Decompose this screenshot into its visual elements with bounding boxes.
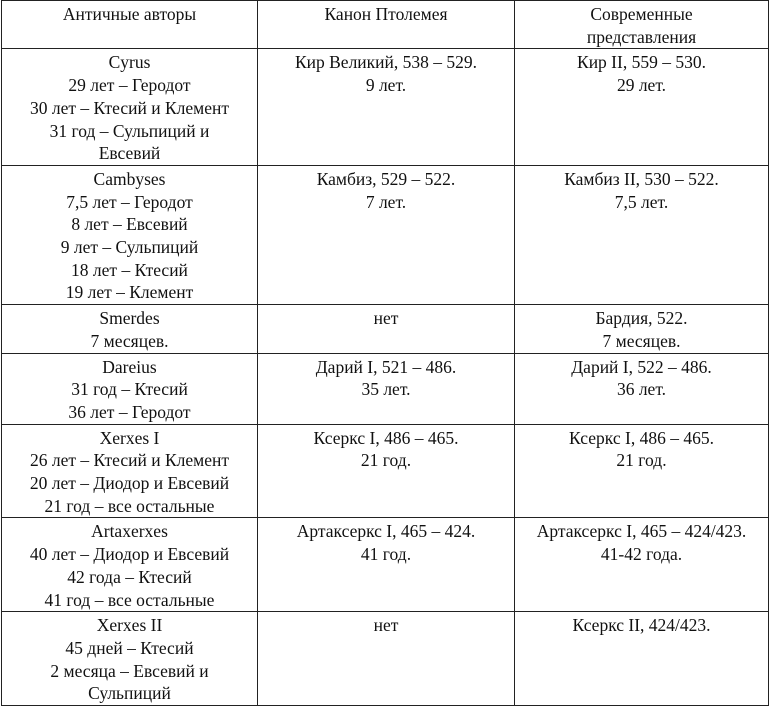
cell-ancient-authors xyxy=(2,424,258,518)
cell-line: Кир Великий, 538 – 529. xyxy=(294,52,478,73)
header-line: Канон Птолемея xyxy=(324,4,448,24)
cell-line: Дарий I, 521 – 486. xyxy=(315,356,457,377)
cell-line: 35 лет. xyxy=(361,379,411,400)
cell-line: 42 года – Ктесий xyxy=(67,566,192,587)
cell-line: Ксеркс I, 486 – 465. xyxy=(313,427,459,448)
header-modern-view xyxy=(515,1,769,49)
cell-line: Артаксеркс I, 465 – 424. xyxy=(296,521,476,542)
cell-line: 7,5 лет – Геродот xyxy=(66,191,193,212)
cell-ancient-authors xyxy=(2,305,258,353)
cell-ancient-authors xyxy=(2,49,258,166)
cell-ptolemy-canon xyxy=(258,165,515,304)
cell-ptolemy-canon xyxy=(258,518,515,612)
cell-line: 7 месяцев. xyxy=(90,330,169,351)
cell-line: 41 год – все остальные xyxy=(44,589,215,610)
cell-ancient-authors xyxy=(2,165,258,304)
table-row xyxy=(2,424,769,518)
cell-ancient-authors xyxy=(2,612,258,706)
cell-line: 19 лет – Клемент xyxy=(65,282,194,303)
cell-line: 9 лет. xyxy=(365,75,407,96)
cell-line: Сульпиций xyxy=(88,683,171,704)
cell-modern-view xyxy=(515,305,769,353)
cell-modern-view xyxy=(515,424,769,518)
header-line: представления xyxy=(586,26,697,47)
cell-line: Дарий I, 522 – 486. xyxy=(571,356,712,377)
cell-modern-view xyxy=(515,353,769,424)
table-row xyxy=(2,165,769,304)
cell-ancient-authors xyxy=(2,518,258,612)
cell-line: 31 год – Сульпиций и xyxy=(49,120,210,141)
cell-line: 20 лет – Диодор и Евсевий xyxy=(29,473,230,494)
reign-comparison-table xyxy=(1,0,769,706)
cell-line: 7 месяцев. xyxy=(602,330,681,351)
cell-line: 26 лет – Ктесий и Клемент xyxy=(29,450,230,471)
cell-modern-view xyxy=(515,165,769,304)
cell-line: Бардия, 522. xyxy=(595,308,688,329)
cell-line: Артаксеркс I, 465 – 424/423. xyxy=(536,521,747,542)
cell-line: 41-42 года. xyxy=(600,544,683,565)
cell-line: Ксеркс II, 424/423. xyxy=(572,615,711,636)
cell-line: Dareius xyxy=(102,356,157,377)
header-row xyxy=(2,1,769,49)
header-line: Современные xyxy=(590,4,693,24)
cell-line: Ксеркс I, 486 – 465. xyxy=(569,427,714,448)
table-row xyxy=(2,612,769,706)
table-row xyxy=(2,353,769,424)
cell-line: 18 лет – Ктесий xyxy=(71,259,188,280)
cell-ptolemy-canon xyxy=(258,353,515,424)
cell-line: Xerxes II xyxy=(96,615,163,636)
cell-modern-view xyxy=(515,49,769,166)
cell-line: 21 год – все остальные xyxy=(44,495,215,516)
cell-line: 7 лет. xyxy=(365,191,407,212)
cell-line: 30 лет – Ктесий и Клемент xyxy=(29,97,230,118)
cell-ptolemy-canon xyxy=(258,305,515,353)
cell-line: Smerdes xyxy=(99,308,160,329)
cell-line: 2 месяца – Евсевий и xyxy=(50,660,209,681)
cell-line: 45 дней – Ктесий xyxy=(65,637,194,658)
cell-ptolemy-canon xyxy=(258,424,515,518)
cell-line: Кир II, 559 – 530. xyxy=(577,52,706,73)
cell-line: 8 лет – Евсевий xyxy=(71,214,188,235)
cell-line: Cambyses xyxy=(93,168,166,189)
cell-line: Xerxes I xyxy=(99,427,160,448)
cell-line: Евсевий xyxy=(98,143,161,164)
cell-ptolemy-canon xyxy=(258,612,515,706)
cell-line: Камбиз, 529 – 522. xyxy=(316,168,456,189)
table-row xyxy=(2,305,769,353)
header-line: Античные авторы xyxy=(62,4,197,24)
table-row xyxy=(2,518,769,612)
table-row xyxy=(2,49,769,166)
cell-line: 41 год. xyxy=(360,544,412,565)
cell-line: 40 лет – Диодор и Евсевий xyxy=(29,544,230,565)
cell-line: 29 лет. xyxy=(616,75,667,96)
cell-line: нет xyxy=(373,615,399,636)
cell-line: Cyrus xyxy=(108,52,151,73)
cell-line: 31 год – Ктесий xyxy=(71,379,188,400)
cell-line: 7,5 лет. xyxy=(614,191,669,212)
cell-line: 36 лет – Геродот xyxy=(68,401,191,422)
cell-line: 21 год. xyxy=(616,450,667,471)
cell-modern-view xyxy=(515,518,769,612)
cell-line: 21 год. xyxy=(360,450,412,471)
cell-ptolemy-canon xyxy=(258,49,515,166)
cell-line: нет xyxy=(373,308,399,329)
header-ptolemy-canon xyxy=(258,1,515,49)
cell-line: 29 лет – Геродот xyxy=(68,75,191,96)
table-body xyxy=(2,1,769,706)
header-ancient-authors xyxy=(2,1,258,49)
cell-modern-view xyxy=(515,612,769,706)
cell-ancient-authors xyxy=(2,353,258,424)
cell-line: 36 лет. xyxy=(616,379,667,400)
cell-line: 9 лет – Сульпиций xyxy=(60,237,199,258)
cell-line: Artaxerxes xyxy=(91,521,168,542)
cell-line: Камбиз II, 530 – 522. xyxy=(564,168,719,189)
